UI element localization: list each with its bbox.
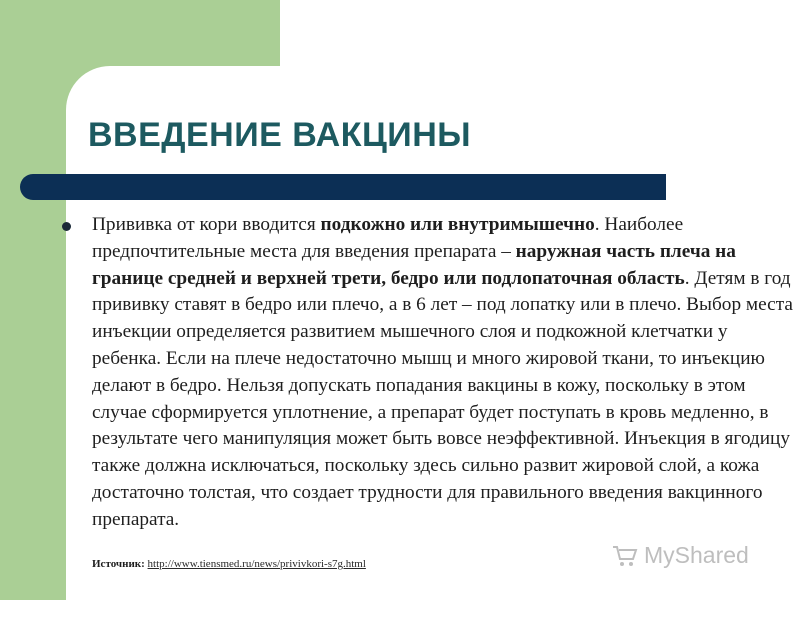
slide-title: ВВЕДЕНИЕ ВАКЦИНЫ: [88, 116, 472, 154]
watermark: [612, 540, 772, 574]
paragraph-bold-1: подкожно или внутримышечно: [320, 214, 595, 235]
source-link[interactable]: http://www.tiensmed.ru/news/privivkori-s7g.html: [147, 558, 366, 570]
source-label: Источник:: [92, 558, 145, 570]
paragraph-bold-2: наружная часть плеча на границе средней и верхней трети, бедро или подлопаточная область: [92, 240, 736, 289]
paragraph-text-2: . Наиболее предпочтительные места для введения препарата –: [92, 214, 684, 262]
bullet-dot: [62, 222, 71, 231]
paragraph-text-3: . Детям в год прививку ставят в бедро или плечо, а в 6 лет – под лопатку или в плечо. Выбор места инъекции определяется развитием мышечного слоя и подкожной клетчатки у ребенка. Если на плече недостаточно мышц и много жировой ткани, то инъекцию делают в бедро. Нельзя допускать попадания вакцины в кожу, поскольку в этом случае сформируется уплотнение, а препарат будет поступать в кровь медленно, в результате чего манипуляция может быть вовсе неэффективной. Инъекция в ягодицу также должна исключаться, поскольку здесь сильно развит жировой слой, а кожа достаточно толстая, что создает трудности для правильного введения вакцинного препарата.: [92, 267, 793, 530]
paragraph-text-1: Прививка от кори вводится: [92, 214, 321, 235]
body-paragraph: [92, 212, 798, 534]
shopping-cart-icon: [612, 544, 638, 568]
title-underline-bar: [20, 174, 666, 200]
watermark-text: MyShared: [644, 542, 749, 568]
source-line: [92, 558, 366, 570]
